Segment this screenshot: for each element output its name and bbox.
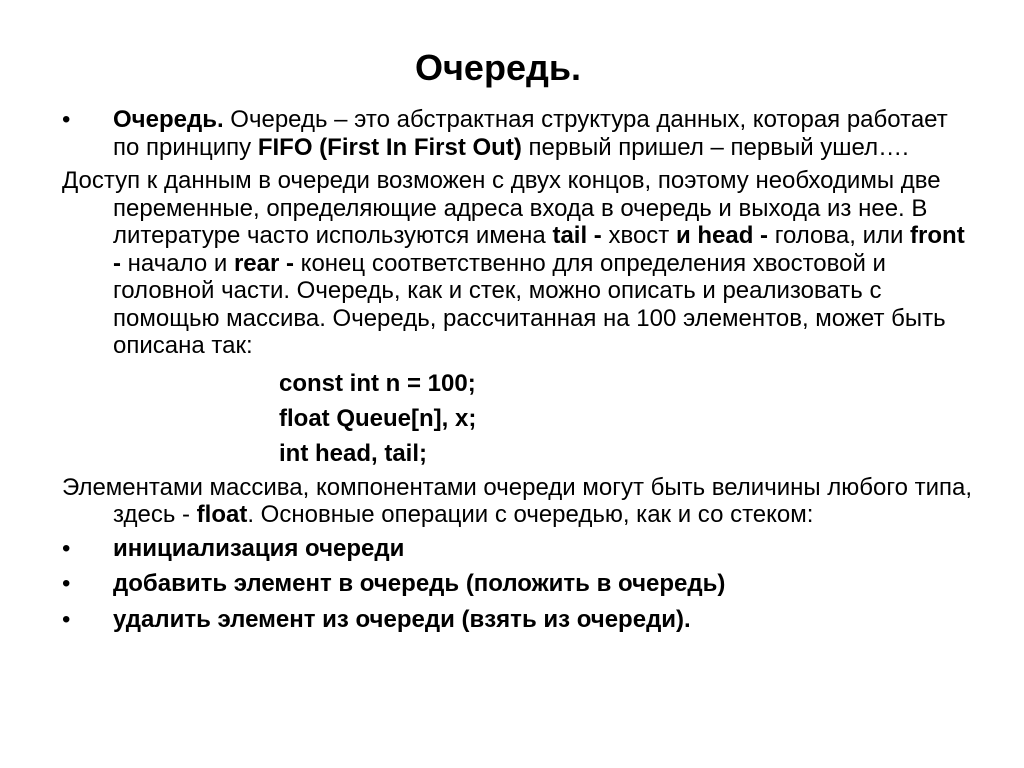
code-line: int head, tail; xyxy=(279,439,428,467)
operation-text: добавить элемент в очередь (положить в очередь) xyxy=(113,570,726,597)
bullet-icon: • xyxy=(62,534,71,562)
elements-text-1: Элементами массива, компонентами очереди могут быть величины любого типа, здесь - xyxy=(62,473,973,528)
bullet-icon: • xyxy=(62,106,71,133)
code-line: const int n = 100; xyxy=(279,369,476,397)
access-text-4: начало и xyxy=(121,249,234,277)
operation-text: инициализация очереди xyxy=(113,534,405,562)
elements-paragraph xyxy=(62,474,974,529)
front-keyword: front - xyxy=(113,222,965,277)
tail-keyword: tail - xyxy=(552,222,602,249)
operation-text: удалить элемент из очереди (взять из очереди). xyxy=(113,605,691,633)
intro-text-1: Очередь – это абстрактная структура данных, которая работает по принципу xyxy=(113,106,948,161)
access-text-2: хвост xyxy=(601,222,676,249)
code-line: float Queue[n], x; xyxy=(279,404,477,432)
access-text-3: голова, или xyxy=(768,222,911,249)
fifo-term: FIFO (First In First Out) xyxy=(257,133,522,161)
slide-title: Очередь. xyxy=(415,47,581,88)
access-text-1: Доступ к данным в очереди возможен с двух концов, поэтому необходимы две переменные, определяющие адреса входа в очередь и выхода из нее. В литературе часто используются имена xyxy=(62,167,941,249)
access-text-5: конец соответственно для определения хвостовой и головной части. Очередь, как и стек, можно описать и реализовать с помощью массива. Очередь, рассчитанная на 100 элементов, может быть описана так: xyxy=(113,249,946,359)
head-keyword: и head - xyxy=(675,222,769,249)
bullet-icon: • xyxy=(62,570,71,597)
slide-body xyxy=(62,106,974,641)
rear-keyword: rear - xyxy=(233,249,295,277)
float-keyword: float xyxy=(196,501,248,528)
intro-text-2: первый пришел – первый ушел…. xyxy=(521,133,909,161)
operation-item xyxy=(62,606,974,634)
bullet-icon: • xyxy=(62,605,71,633)
operation-item xyxy=(62,535,974,563)
access-paragraph xyxy=(62,167,974,360)
elements-text-2: . Основные операции с очередью, как и со стеком: xyxy=(247,501,814,528)
intro-bullet-item xyxy=(62,106,974,161)
queue-term: Очередь. xyxy=(113,106,224,133)
operation-item xyxy=(62,570,974,598)
